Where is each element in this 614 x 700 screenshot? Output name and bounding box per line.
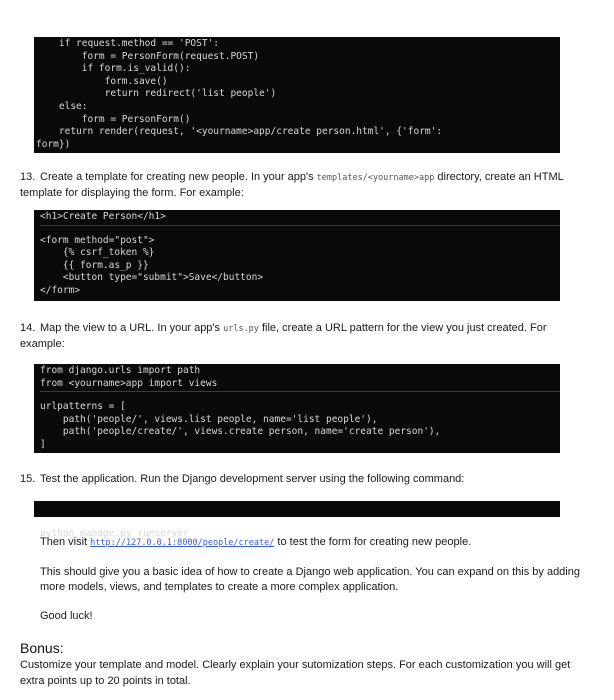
code-divider — [40, 391, 560, 392]
command-line: python manage.py runserver — [40, 528, 189, 540]
code-line: {% csrf_token %} — [40, 247, 155, 259]
code-block-command — [34, 501, 560, 540]
visit-text: to test the form for creating new people. — [274, 536, 472, 548]
code-line: if form.is_valid(): — [36, 63, 191, 75]
code-line: form.save() — [36, 75, 168, 87]
code-line: <form method="post"> — [40, 234, 155, 246]
code-blank-line — [40, 227, 560, 235]
bonus-heading: Bonus: — [20, 640, 64, 656]
code-line: </form> — [40, 284, 81, 296]
code-line: if request.method == 'POST': — [36, 38, 220, 49]
inline-code: urls.py — [223, 324, 259, 334]
step-text: directory, create an HTML template for displaying the form. For example: — [20, 171, 564, 199]
code-line: return redirect('list people') — [36, 88, 277, 100]
code-line: path('people/', views.list people, name='list people'), — [40, 413, 378, 425]
code-block-template — [34, 210, 560, 301]
step-text: Create a template for creating new people. In your app's — [40, 171, 317, 183]
code-line: from django.urls import path — [40, 365, 201, 376]
step-number: 15. — [20, 473, 36, 485]
code-line: form = PersonForm() — [36, 113, 191, 125]
code-blank-line — [40, 393, 560, 401]
code-line: <button type="submit">Save</button> — [40, 272, 264, 284]
visit-text: Then visit — [40, 536, 91, 548]
step-number: 13. — [20, 171, 36, 183]
inline-code: templates/<yourname>app — [316, 173, 435, 183]
code-line: urlpatterns = [ — [40, 401, 126, 413]
visit-instruction — [40, 535, 580, 551]
code-block-urls — [34, 364, 560, 453]
code-divider — [40, 225, 560, 226]
code-line: return render(request, '<yourname>app/create person.html', {'form': — [36, 126, 443, 138]
step-text: Test the application. Run the Django development server using the following command: — [40, 473, 465, 485]
step-number: 14. — [20, 322, 36, 334]
step-15 — [20, 472, 580, 487]
code-line: form = PersonForm(request.POST) — [36, 50, 260, 62]
step-14 — [20, 321, 580, 352]
step-text: file, create a URL pattern for the view you just created. For example: — [20, 322, 547, 350]
code-line: from <yourname>app import views — [40, 377, 218, 389]
code-line: <h1>Create Person</h1> — [40, 211, 166, 222]
code-line: else: — [36, 100, 88, 112]
code-line: form}) — [36, 138, 71, 150]
code-line: path('people/create/', views.create person, name='create person'), — [40, 426, 441, 438]
code-line: {{ form.as_p }} — [40, 259, 149, 271]
step-text: Map the view to a URL. In your app's — [40, 322, 224, 334]
create-people-link[interactable]: http://127.0.0.1:8000/people/create/ — [90, 538, 275, 548]
bonus-text: Customize your template and model. Clearly explain your sutomization steps. For each customization you will get extra points up to 20 points in total. — [20, 659, 571, 687]
good-luck-text: Good luck! — [40, 610, 93, 622]
code-block-view — [34, 37, 560, 153]
summary-paragraph: This should give you a basic idea of how to create a Django web application. You can expand on this by adding more models, views, and templates to create a more complex application. — [40, 566, 580, 593]
code-line: ] — [40, 438, 46, 450]
step-13 — [20, 170, 580, 201]
